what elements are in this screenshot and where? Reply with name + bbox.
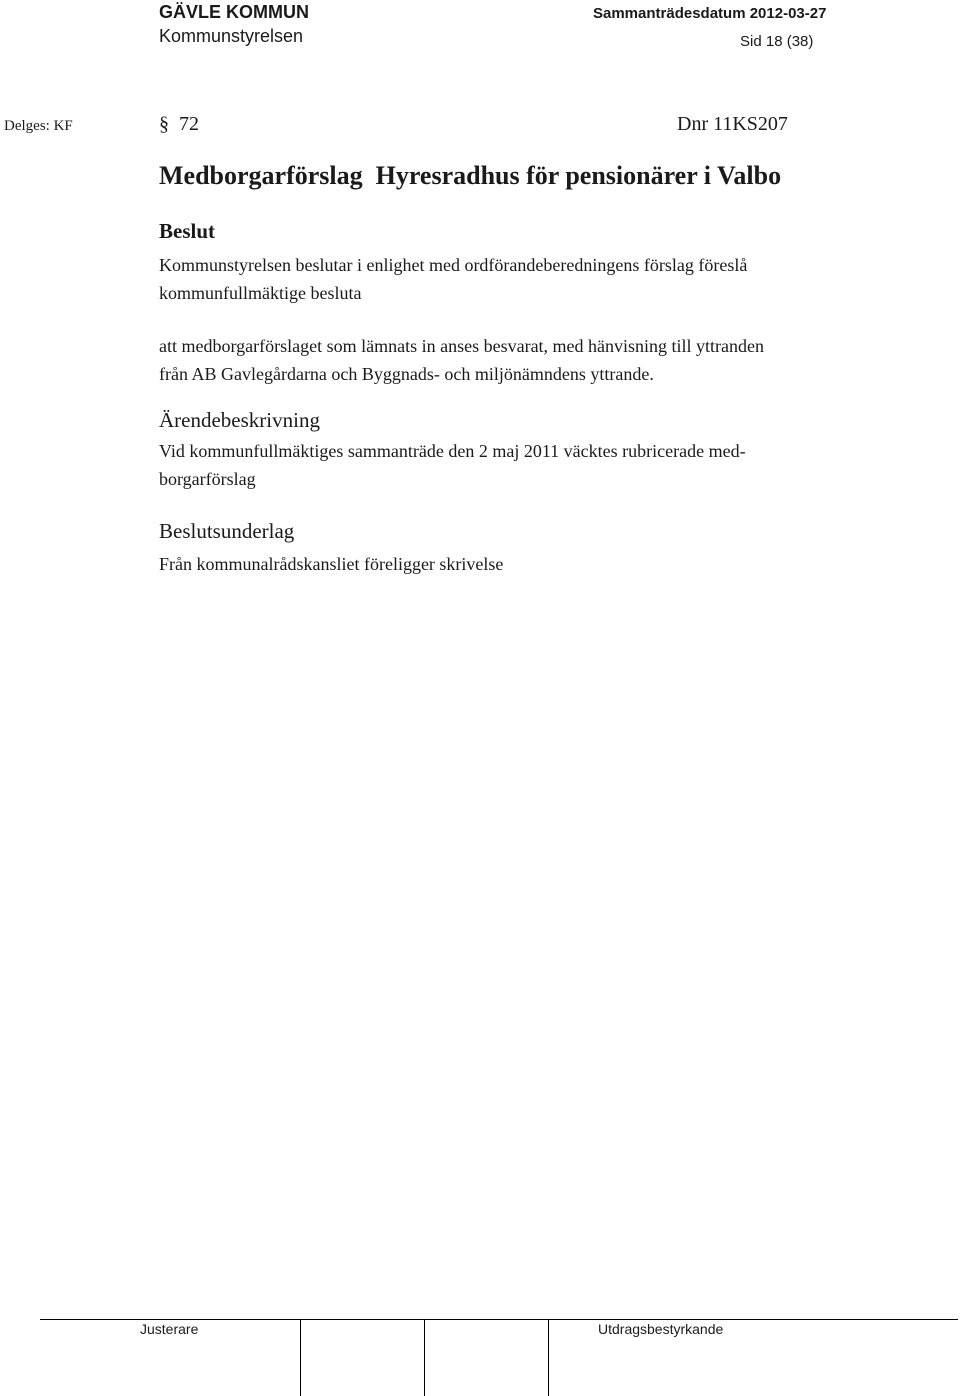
delges-label: Delges: KF bbox=[4, 118, 73, 134]
beslut-intro-line: Kommunstyrelsen beslutar i enlighet med ordförandeberedningens förslag föreslå bbox=[159, 255, 748, 275]
arendebeskrivning-line: borgarförslag bbox=[159, 469, 256, 489]
beslut-intro-line: kommunfullmäktige besluta bbox=[159, 283, 362, 303]
section-number bbox=[159, 113, 199, 136]
arendebeskrivning-heading: Ärendebeskrivning bbox=[159, 408, 320, 432]
beslutsunderlag-text: Från kommunalrådskansliet föreligger skrivelse bbox=[159, 554, 504, 574]
department-name: Kommunstyrelsen bbox=[159, 26, 304, 46]
att-clause-line: att medborgarförslaget som lämnats in anses besvarat, med hänvisning till yttranden bbox=[159, 336, 765, 356]
footer-divider bbox=[548, 1319, 549, 1396]
footer-divider bbox=[300, 1319, 301, 1396]
section-symbol: § bbox=[159, 113, 169, 135]
att-clause-line: från AB Gavlegårdarna och Byggnads- och miljönämndens yttrande. bbox=[159, 364, 654, 384]
arendebeskrivning-text bbox=[159, 437, 746, 493]
utdragsbestyrkande-label: Utdragsbestyrkande bbox=[598, 1321, 724, 1337]
beslutsunderlag-heading: Beslutsunderlag bbox=[159, 519, 295, 543]
page-number: Sid 18 (38) bbox=[740, 33, 814, 50]
organization-name: GÄVLE KOMMUN bbox=[159, 2, 309, 22]
beslut-att-clause bbox=[159, 332, 764, 388]
footer-divider bbox=[424, 1319, 425, 1396]
beslut-heading: Beslut bbox=[159, 219, 216, 243]
diary-number: Dnr 11KS207 bbox=[677, 113, 788, 135]
section-number-value: 72 bbox=[179, 113, 199, 135]
document-title: Medborgarförslag Hyresradhus för pensionärer i Valbo bbox=[159, 161, 782, 190]
footer-rule bbox=[40, 1319, 958, 1320]
beslut-intro bbox=[159, 251, 747, 307]
meeting-date: Sammanträdesdatum 2012-03-27 bbox=[593, 5, 827, 22]
justerare-label: Justerare bbox=[140, 1321, 199, 1337]
arendebeskrivning-line: Vid kommunfullmäktiges sammanträde den 2 maj 2011 väcktes rubricerade med- bbox=[159, 441, 746, 461]
